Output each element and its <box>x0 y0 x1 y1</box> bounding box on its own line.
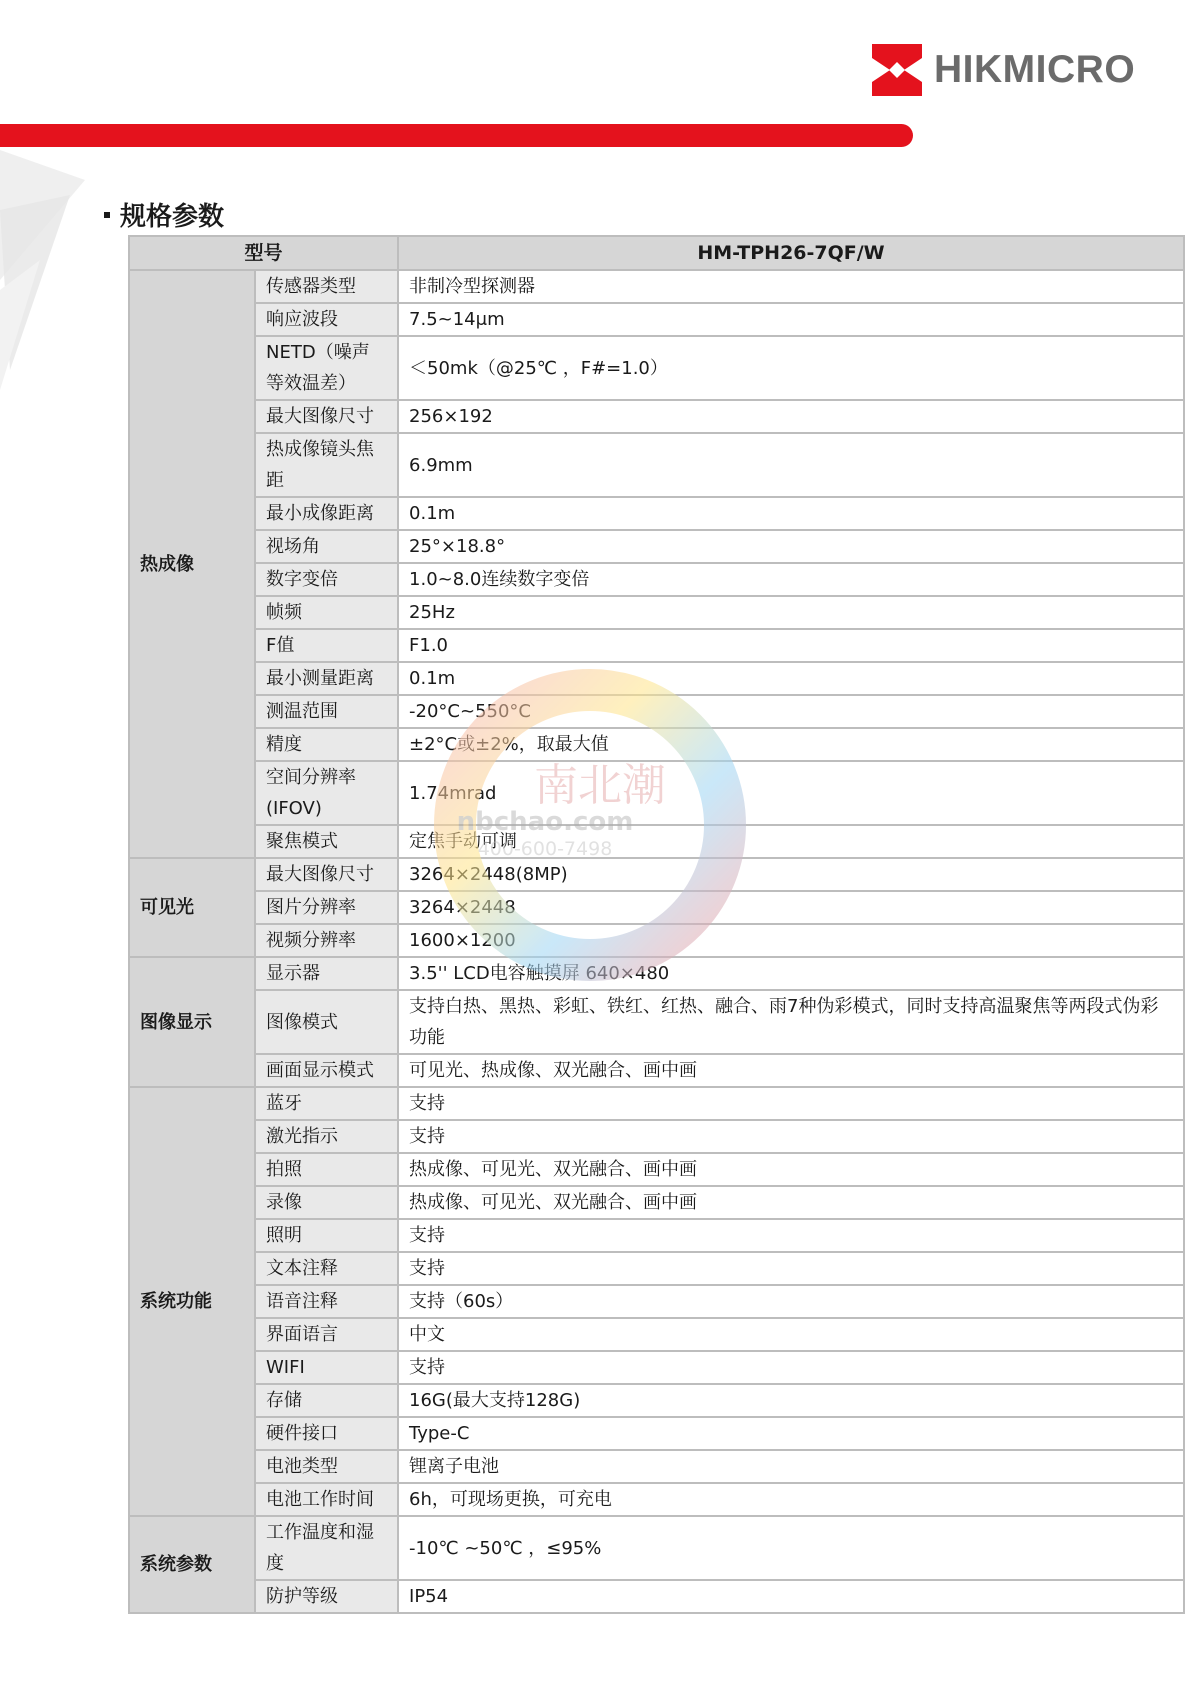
table-row <box>129 695 1184 728</box>
spec-value-cell: 锂离子电池 <box>398 1450 1184 1483</box>
table-row <box>129 400 1184 433</box>
header-model: HM-TPH26-7QF/W <box>398 236 1184 270</box>
hikmicro-logo <box>872 42 1135 98</box>
logo-wordmark: HIKMICRO <box>934 48 1136 91</box>
category-cell: 可见光 <box>129 858 255 957</box>
table-row <box>129 1087 1184 1120</box>
table-row <box>129 891 1184 924</box>
spec-name-cell: 工作温度和湿度 <box>255 1516 398 1580</box>
spec-value-cell: 0.1m <box>398 662 1184 695</box>
header-red-bar <box>0 124 913 147</box>
table-row <box>129 497 1184 530</box>
table-row <box>129 858 1184 891</box>
table-row <box>129 1120 1184 1153</box>
spec-name-cell: 最小测量距离 <box>255 662 398 695</box>
table-row <box>129 1153 1184 1186</box>
table-row <box>129 303 1184 336</box>
spec-value-cell: 中文 <box>398 1318 1184 1351</box>
spec-value-cell: 非制冷型探测器 <box>398 270 1184 303</box>
spec-value-cell: 3264×2448 <box>398 891 1184 924</box>
table-row <box>129 1450 1184 1483</box>
category-cell: 热成像 <box>129 270 255 858</box>
section-title-text: 规格参数 <box>120 202 225 232</box>
category-cell: 系统功能 <box>129 1087 255 1516</box>
watermark-brand: 南北潮 <box>534 760 666 811</box>
spec-table <box>128 235 1185 1614</box>
spec-value-cell: 256×192 <box>398 400 1184 433</box>
watermark-phone: 400-600-7498 <box>477 838 613 860</box>
table-row <box>129 336 1184 400</box>
spec-value-cell: 热成像、可见光、双光融合、画中画 <box>398 1153 1184 1186</box>
spec-value-cell: IP54 <box>398 1580 1184 1613</box>
spec-value-cell: 3264×2448(8MP) <box>398 858 1184 891</box>
table-row <box>129 1252 1184 1285</box>
table-row <box>129 957 1184 990</box>
table-row <box>129 1483 1184 1516</box>
table-row <box>129 1384 1184 1417</box>
table-row <box>129 270 1184 303</box>
spec-name-cell: WIFI <box>255 1351 398 1384</box>
spec-value-cell: -20°C~550°C <box>398 695 1184 728</box>
spec-name-cell: 硬件接口 <box>255 1417 398 1450</box>
spec-name-cell: F值 <box>255 629 398 662</box>
spec-name-cell: NETD（噪声等效温差） <box>255 336 398 400</box>
table-row <box>129 990 1184 1054</box>
spec-name-cell: 热成像镜头焦距 <box>255 433 398 497</box>
spec-name-cell: 聚焦模式 <box>255 825 398 858</box>
watermark-site: nbchao.com <box>456 807 634 837</box>
spec-value-cell: 支持 <box>398 1252 1184 1285</box>
spec-name-cell: 图像模式 <box>255 990 398 1054</box>
spec-name-cell: 传感器类型 <box>255 270 398 303</box>
spec-value-cell: 定焦手动可调 <box>398 825 1184 858</box>
spec-name-cell: 录像 <box>255 1186 398 1219</box>
spec-value-cell: 6h，可现场更换，可充电 <box>398 1483 1184 1516</box>
spec-name-cell: 拍照 <box>255 1153 398 1186</box>
section-title <box>104 196 224 233</box>
spec-name-cell: 电池类型 <box>255 1450 398 1483</box>
table-row <box>129 1054 1184 1087</box>
spec-name-cell: 精度 <box>255 728 398 761</box>
table-row <box>129 825 1184 858</box>
spec-name-cell: 响应波段 <box>255 303 398 336</box>
spec-value-cell: 支持 <box>398 1087 1184 1120</box>
hikmicro-logo-icon <box>872 44 922 96</box>
spec-name-cell: 电池工作时间 <box>255 1483 398 1516</box>
bullet-icon <box>104 212 110 218</box>
spec-value-cell: 支持 <box>398 1351 1184 1384</box>
header-label: 型号 <box>129 236 398 270</box>
table-row <box>129 1516 1184 1580</box>
spec-name-cell: 视场角 <box>255 530 398 563</box>
table-row <box>129 563 1184 596</box>
spec-value-cell: 0.1m <box>398 497 1184 530</box>
spec-name-cell: 语音注释 <box>255 1285 398 1318</box>
spec-name-cell: 最小成像距离 <box>255 497 398 530</box>
spec-value-cell: 支持 <box>398 1120 1184 1153</box>
table-row <box>129 1219 1184 1252</box>
spec-name-cell: 防护等级 <box>255 1580 398 1613</box>
spec-name-cell: 测温范围 <box>255 695 398 728</box>
table-row <box>129 530 1184 563</box>
spec-name-cell: 视频分辨率 <box>255 924 398 957</box>
spec-value-cell: -10℃ ~50℃ ，≤95% <box>398 1516 1184 1580</box>
spec-name-cell: 照明 <box>255 1219 398 1252</box>
table-row <box>129 433 1184 497</box>
spec-value-cell: Type-C <box>398 1417 1184 1450</box>
table-row <box>129 1285 1184 1318</box>
spec-name-cell: 图片分辨率 <box>255 891 398 924</box>
table-row <box>129 662 1184 695</box>
spec-value-cell: 支持白热、黑热、彩虹、铁红、红热、融合、雨7种伪彩模式，同时支持高温聚焦等两段式伪彩功能 <box>398 990 1184 1054</box>
table-row <box>129 761 1184 825</box>
table-row <box>129 629 1184 662</box>
spec-name-cell: 最大图像尺寸 <box>255 858 398 891</box>
spec-value-cell: 1600×1200 <box>398 924 1184 957</box>
spec-name-cell: 空间分辨率(IFOV) <box>255 761 398 825</box>
spec-name-cell: 画面显示模式 <box>255 1054 398 1087</box>
spec-value-cell: 热成像、可见光、双光融合、画中画 <box>398 1186 1184 1219</box>
spec-value-cell: 16G(最大支持128G) <box>398 1384 1184 1417</box>
spec-name-cell: 最大图像尺寸 <box>255 400 398 433</box>
spec-value-cell: 7.5~14μm <box>398 303 1184 336</box>
table-header-row <box>129 236 1184 270</box>
table-row <box>129 1417 1184 1450</box>
table-row <box>129 1580 1184 1613</box>
spec-value-cell: 1.74mrad <box>398 761 1184 825</box>
spec-value-cell: 6.9mm <box>398 433 1184 497</box>
spec-value-cell: ＜50mk（@25℃ ，F#=1.0） <box>398 336 1184 400</box>
table-row <box>129 728 1184 761</box>
spec-value-cell: 25°×18.8° <box>398 530 1184 563</box>
table-row <box>129 596 1184 629</box>
spec-name-cell: 文本注释 <box>255 1252 398 1285</box>
decorative-triangles <box>0 150 100 390</box>
spec-name-cell: 激光指示 <box>255 1120 398 1153</box>
table-row <box>129 1186 1184 1219</box>
category-cell: 图像显示 <box>129 957 255 1087</box>
spec-name-cell: 显示器 <box>255 957 398 990</box>
spec-value-cell: 3.5'' LCD电容触摸屏 640×480 <box>398 957 1184 990</box>
spec-name-cell: 帧频 <box>255 596 398 629</box>
table-row <box>129 1318 1184 1351</box>
spec-table-body <box>129 270 1184 1613</box>
spec-value-cell: 支持（60s） <box>398 1285 1184 1318</box>
spec-value-cell: 支持 <box>398 1219 1184 1252</box>
spec-value-cell: 25Hz <box>398 596 1184 629</box>
spec-name-cell: 存储 <box>255 1384 398 1417</box>
spec-name-cell: 蓝牙 <box>255 1087 398 1120</box>
spec-value-cell: 可见光、热成像、双光融合、画中画 <box>398 1054 1184 1087</box>
table-row <box>129 924 1184 957</box>
category-cell: 系统参数 <box>129 1516 255 1613</box>
table-row <box>129 1351 1184 1384</box>
spec-value-cell: 1.0~8.0连续数字变倍 <box>398 563 1184 596</box>
spec-value-cell: ±2°C或±2%，取最大值 <box>398 728 1184 761</box>
spec-name-cell: 数字变倍 <box>255 563 398 596</box>
spec-value-cell: F1.0 <box>398 629 1184 662</box>
spec-name-cell: 界面语言 <box>255 1318 398 1351</box>
